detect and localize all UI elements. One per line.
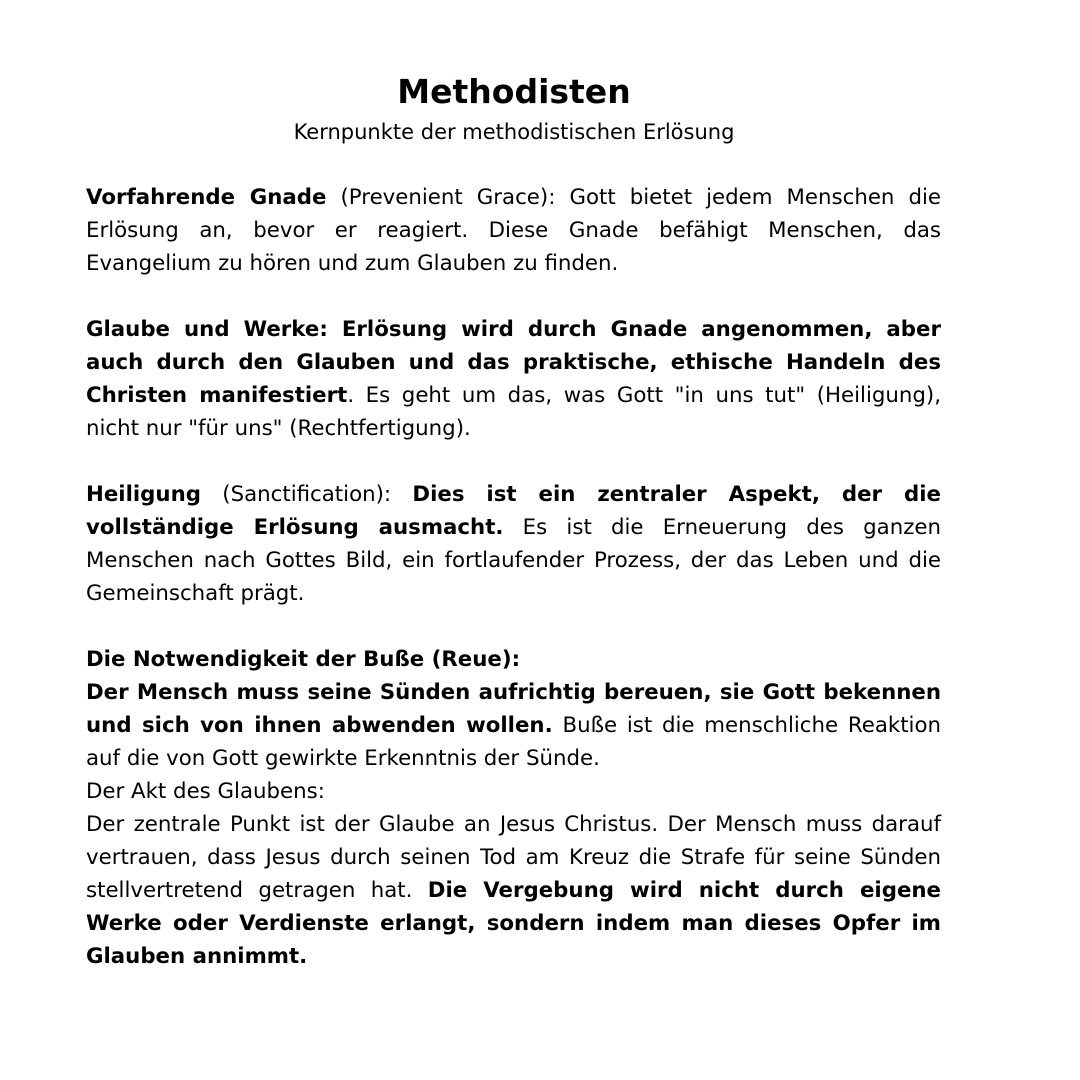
paragraph-text: Es ist die Erneuerung des ganzen Menschen nach Gottes Bild, ein fortlaufender Prozess, der das Leben und die Gemeinschaft prägt. [86,515,941,606]
paragraph-sanctification [86,478,941,610]
bold-text: Glaube und Werke: Erlösung wird durch Gnade angenommen, aber auch durch den Glauben und das praktische, ethische Handeln des Christen manifestiert [86,317,941,408]
bold-text: Die Vergebung wird nicht durch eigene Werke oder Verdienste erlangt, sondern indem man dieses Opfer im Glauben annimmt. [86,878,941,969]
section-heading [86,643,941,676]
bold-term: Heiligung [86,482,201,507]
bold-text: Der Mensch muss seine Sünden aufrichtig bereuen, sie Gott bekennen und sich von ihnen abwenden wollen. [86,680,941,738]
heading-text: Die Notwendigkeit der Buße (Reue): [86,647,521,672]
paragraph-repentance [86,643,941,973]
page-title: Methodisten [397,72,631,111]
paragraph-text: Buße ist die menschliche Reaktion auf die von Gott gewirkte Erkenntnis der Sünde. [86,713,941,771]
bold-term: Vorfahrende Gnade [86,185,327,210]
document-body [86,181,941,973]
paragraph-faith-and-works [86,313,941,445]
paragraph-text: (Prevenient Grace): Gott bietet jedem Menschen die Erlösung an, bevor er reagiert. Diese Gnade befähigt Menschen, das Evangelium zu hören und zum Glauben zu finden. [86,185,942,276]
bold-text: Dies ist ein zentraler Aspekt, der die vollständige Erlösung ausmacht. [86,482,941,540]
paragraph-text: (Sanctification): [200,482,413,507]
paragraph-faith-act-text [86,808,941,973]
paragraph-repentance-text [86,676,941,775]
paragraph-prevenient-grace [86,181,941,280]
page-subtitle: Kernpunkte der methodistischen Erlösung [293,120,735,144]
paragraph-text: Der zentrale Punkt ist der Glaube an Jesus Christus. Der Mensch muss darauf vertrauen, dass Jesus durch seinen Tod am Kreuz die Strafe für seine Sünden stellvertretend getragen hat. [86,812,941,903]
section-heading-faith-act: Der Akt des Glaubens: [86,779,325,804]
paragraph-text: . Es geht um das, was Gott "in uns tut" (Heiligung), nicht nur "für uns" (Rechtfertigung). [86,383,941,441]
